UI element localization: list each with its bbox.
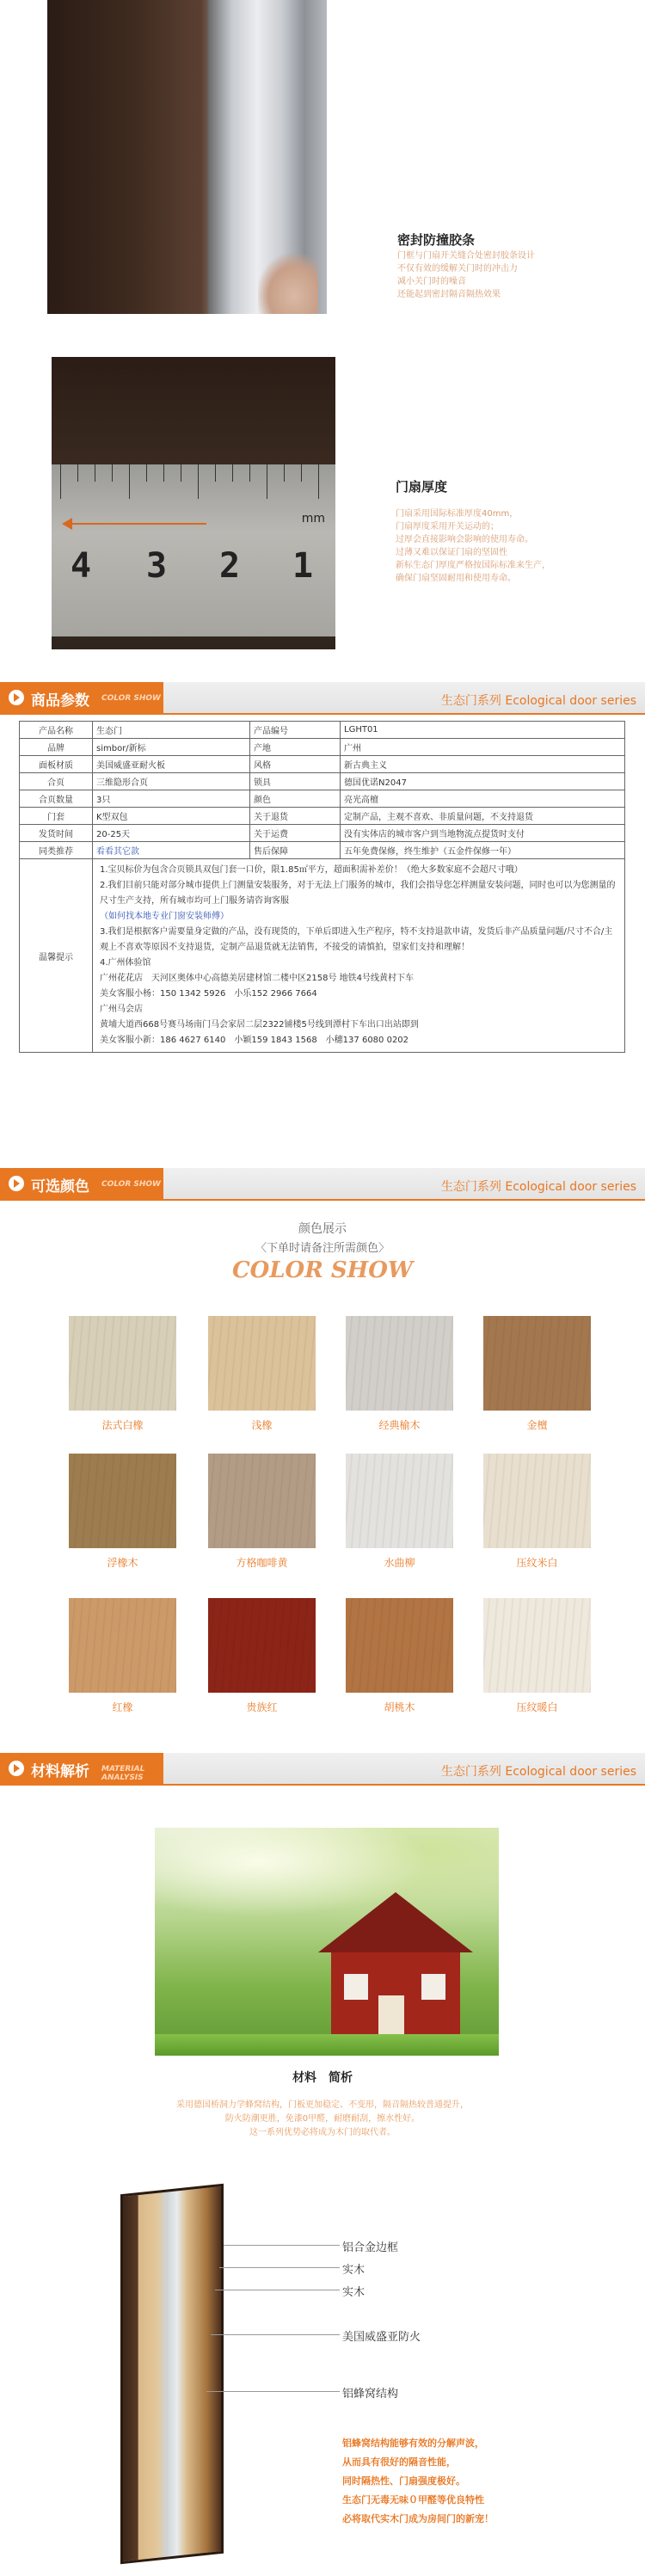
feature-title-seal: 密封防撞胶条 — [397, 232, 476, 248]
color-swatch — [483, 1454, 591, 1548]
section-title: 可选颜色 — [31, 1178, 89, 1196]
section-title: 材料解析 — [31, 1763, 89, 1780]
spec-table — [19, 721, 625, 1053]
section-header-material — [0, 1753, 645, 1786]
material-title: 材料 简析 — [292, 2071, 353, 2085]
callout-solid-wood: 实木 — [342, 2264, 366, 2277]
door-cross-section-image — [120, 2184, 224, 2565]
see-other-link[interactable]: 看看其它款 — [93, 842, 250, 859]
table-row: 门套 K型双包 关于退货 定制产品，主观不喜欢、非质量问题，不支持退货 — [20, 808, 625, 825]
ruler-unit: mm — [301, 512, 325, 526]
callout-aluminum-frame: 铝合金边框 — [342, 2241, 399, 2254]
feature-title-thickness: 门扇厚度 — [396, 479, 448, 495]
feature-desc-seal: 门框与门扇开关缝合处密封胶条设计 不仅有效的缓解关门时的冲击力 减小关门时的噪音 还能起到密封隔音隔热效果 — [397, 251, 535, 299]
swatch-item[interactable]: 方格咖啡黄 — [208, 1454, 316, 1570]
swatch-item[interactable]: 压纹米白 — [483, 1454, 591, 1570]
hand-image — [258, 254, 318, 314]
play-icon — [9, 1176, 24, 1191]
color-swatch — [69, 1454, 176, 1548]
install-guide-link[interactable]: （如何找本地专业门窗安装师傅） — [100, 912, 229, 921]
ruler-image — [52, 464, 335, 636]
eco-house-image — [155, 1828, 499, 2056]
ruler-number: 4 — [71, 546, 92, 586]
feature-desc-thickness: 门扇采用国际标准厚度40mm， 门扇厚度采用开关运动的； 过厚会直接影响会影响的使用寿命。 过薄又难以保证门扇的坚固性 新标生态门厚度严格按国际标准来生产， 确保门扇坚固耐用和使用寿命。 — [396, 509, 550, 583]
section-subtitle: COLOR SHOW — [101, 1180, 161, 1189]
section-title: 商品参数 — [31, 692, 89, 710]
color-swatch — [69, 1316, 176, 1411]
color-caption: 颜色展示 — [298, 1222, 347, 1236]
color-swatch — [208, 1598, 316, 1693]
section-header-params — [0, 682, 645, 715]
color-swatch — [69, 1598, 176, 1693]
table-row: 发货时间 20-25天 关于运费 没有实体店的城市客户到当地物流点提货时支付 — [20, 825, 625, 842]
arrow-left-icon — [62, 518, 72, 530]
callout-fireproof-panel: 美国威盛亚防火 — [342, 2331, 421, 2344]
swatch-item[interactable]: 贵族红 — [208, 1598, 316, 1714]
color-show-title: COLOR SHOW — [231, 1257, 414, 1283]
play-icon — [9, 1761, 24, 1776]
swatch-item[interactable]: 红橡 — [69, 1598, 176, 1714]
ruler-number: 1 — [292, 546, 314, 586]
table-row: 面板材质 美国威盛亚耐火板 风格 新古典主义 — [20, 756, 625, 773]
swatch-item[interactable]: 浮橡木 — [69, 1454, 176, 1570]
seal-strip-photo — [47, 0, 327, 314]
ruler-number: 3 — [146, 546, 168, 586]
swatch-item[interactable]: 胡桃木 — [346, 1598, 453, 1714]
swatch-item[interactable]: 法式白橡 — [69, 1316, 176, 1432]
color-swatch — [483, 1598, 591, 1693]
color-swatch — [346, 1598, 453, 1693]
play-icon — [9, 690, 24, 705]
color-swatch — [346, 1316, 453, 1411]
table-row: 品牌 simbor/新标 产地 广州 — [20, 739, 625, 756]
series-label: 生态门系列 Ecological door series — [440, 694, 636, 708]
material-desc: 采用德国桥洞力学蜂窝结构，门板更加稳定、不变形，隔音隔热较普通提升， 防火防潮更胜，免漆0甲醛，耐磨耐刮，擦水性好。 这一系列优势必将成为木门的取代者。 — [176, 2100, 469, 2137]
section-subtitle: COLOR SHOW — [101, 694, 161, 703]
section-subtitle: MATERIAL ANALYSIS — [101, 1765, 145, 1782]
color-note: 〈下单时请备注所需颜色〉 — [255, 1242, 390, 1255]
series-label: 生态门系列 Ecological door series — [440, 1180, 636, 1194]
swatch-item[interactable]: 经典榆木 — [346, 1316, 453, 1432]
swatch-item[interactable]: 浅橡 — [208, 1316, 316, 1432]
color-swatch — [346, 1454, 453, 1548]
table-row: 合页 三维隐形合页 锁具 德国优诺N2047 — [20, 773, 625, 790]
table-row: 产品名称 生态门 产品编号 LGHT01 — [20, 722, 625, 739]
swatch-item[interactable]: 水曲柳 — [346, 1454, 453, 1570]
table-row: 合页数量 3只 颜色 亮光高檀 — [20, 790, 625, 808]
callout-solid-wood: 实木 — [342, 2286, 366, 2299]
tips-label: 温馨提示 — [20, 859, 93, 1053]
material-summary: 铝蜂窝结构能够有效的分解声波， 从而具有很好的隔音性能， 同时隔热性、门扇强度极好。 生态门无毒无味０甲醛等优良特性 必将取代实木门成为房间门的新宠！ — [342, 2438, 494, 2524]
swatch-item[interactable]: 金檀 — [483, 1316, 591, 1432]
ruler-number: 2 — [219, 546, 241, 586]
callout-honeycomb: 铝蜂窝结构 — [342, 2388, 399, 2401]
table-row: 同类推荐 看看其它款 售后保障 五年免费保修，终生维护（五金件保修一年） — [20, 842, 625, 859]
color-swatch — [483, 1316, 591, 1411]
tips-content: 1.宝贝标价为包含合页锁具双包门套一口价，限1.85㎡平方，超面积需补差价！（绝大多数家庭不会超尺寸哦） 2.我们目前只能对部分城市提供上门测量安装服务，对于无法上门服务的城市，我们会指导您怎样测量安装问题，同时也可以为您测量的尺寸生产支持，所有城市均可上门服务请咨询客服 （如何找本地专业门窗安装师傅） 3.我们是根据客户需要量身定做的产品，没有现货的，下单后即进入生产程序，特不支持退款申请，发货后非产品质量问题/尺寸不合/主观上不喜欢等原因不支持退货，定制产品退货就无法销售，不接受的请慎拍，望家们支持和理解！ 4.广州体验馆 广州花花店 天河区奥体中心高德美居建材馆二楼中区2158号 地铁4号线黄村下车 美女客服小杨：150 1342 5926 小乐152 2966 7664 广州马会店 黄埔大道西668号赛马场南门马会家居二层2322铺楼5号线到潭村下车出口出站即到 美女客服小新：186 4627 6140 小颖159 1843 1568 小穗137 6080 0202 — [93, 859, 625, 1053]
color-swatch — [208, 1316, 316, 1411]
measure-arrow — [69, 523, 206, 525]
series-label: 生态门系列 Ecological door series — [440, 1765, 636, 1779]
swatch-item[interactable]: 压纹暖白 — [483, 1598, 591, 1714]
section-header-colors — [0, 1168, 645, 1201]
table-row-tips — [20, 859, 625, 1053]
color-swatch — [208, 1454, 316, 1548]
